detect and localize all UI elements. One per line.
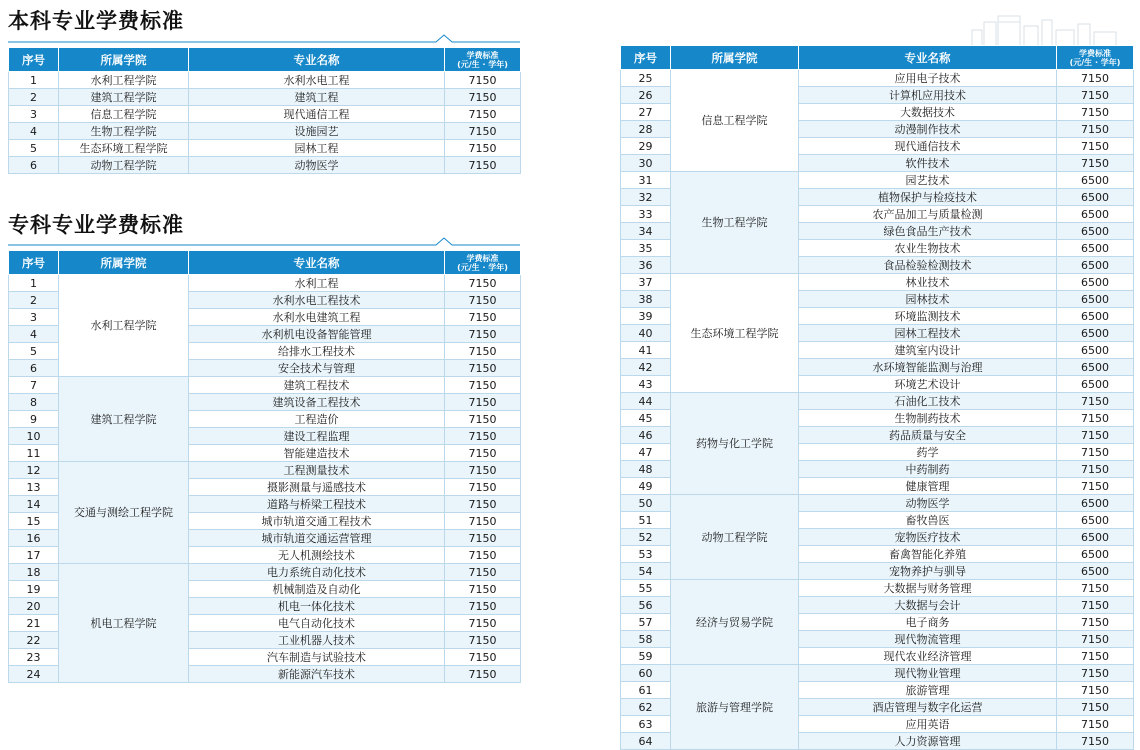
cell-no: 14 bbox=[9, 496, 59, 513]
cell-major: 大数据技术 bbox=[799, 104, 1057, 121]
cell-major: 农产品加工与质量检测 bbox=[799, 206, 1057, 223]
cell-fee: 7150 bbox=[1057, 716, 1134, 733]
table-row bbox=[621, 495, 1134, 512]
cell-no: 2 bbox=[9, 292, 59, 309]
cell-fee: 7150 bbox=[445, 581, 521, 598]
cell-major: 园林技术 bbox=[799, 291, 1057, 308]
cell-no: 52 bbox=[621, 529, 671, 546]
cell-no: 33 bbox=[621, 206, 671, 223]
cell-no: 11 bbox=[9, 445, 59, 462]
header-major: 专业名称 bbox=[189, 48, 445, 72]
vocational-fee-table bbox=[8, 250, 521, 683]
cell-fee: 7150 bbox=[445, 106, 521, 123]
vocational-title-rule bbox=[8, 236, 520, 248]
cell-college-group: 动物工程学院 bbox=[671, 495, 799, 580]
cell-fee: 7150 bbox=[445, 445, 521, 462]
table-row bbox=[9, 89, 521, 106]
header-no: 序号 bbox=[9, 48, 59, 72]
cell-major: 电气自动化技术 bbox=[189, 615, 445, 632]
cell-fee: 7150 bbox=[1057, 478, 1134, 495]
cell-major: 无人机测绘技术 bbox=[189, 547, 445, 564]
header-fee-line2: (元/生 · 学年) bbox=[457, 59, 508, 69]
table-row bbox=[621, 70, 1134, 87]
cell-fee: 6500 bbox=[1057, 325, 1134, 342]
header-college: 所属学院 bbox=[59, 48, 189, 72]
cell-fee: 7150 bbox=[1057, 155, 1134, 172]
cell-major: 畜禽智能化养殖 bbox=[799, 546, 1057, 563]
table-row bbox=[9, 157, 521, 174]
cell-fee: 6500 bbox=[1057, 529, 1134, 546]
header-fee-line1: 学费标准 bbox=[1079, 48, 1111, 58]
cell-fee: 7150 bbox=[445, 530, 521, 547]
cell-no: 25 bbox=[621, 70, 671, 87]
cell-college: 水利工程学院 bbox=[59, 72, 189, 89]
cell-fee: 7150 bbox=[445, 666, 521, 683]
cell-fee: 6500 bbox=[1057, 223, 1134, 240]
table-row bbox=[621, 580, 1134, 597]
cell-fee: 6500 bbox=[1057, 291, 1134, 308]
cell-major: 人力资源管理 bbox=[799, 733, 1057, 750]
cell-fee: 7150 bbox=[445, 615, 521, 632]
table-row bbox=[9, 275, 521, 292]
cell-major: 现代农业经济管理 bbox=[799, 648, 1057, 665]
table-row bbox=[9, 462, 521, 479]
cell-no: 20 bbox=[9, 598, 59, 615]
cell-major: 建筑设备工程技术 bbox=[189, 394, 445, 411]
cell-no: 18 bbox=[9, 564, 59, 581]
cell-fee: 7150 bbox=[1057, 104, 1134, 121]
cell-fee: 6500 bbox=[1057, 172, 1134, 189]
cell-no: 60 bbox=[621, 665, 671, 682]
cell-major: 环境艺术设计 bbox=[799, 376, 1057, 393]
cell-no: 5 bbox=[9, 343, 59, 360]
cell-fee: 7150 bbox=[1057, 597, 1134, 614]
cell-college: 动物工程学院 bbox=[59, 157, 189, 174]
cell-fee: 7150 bbox=[445, 564, 521, 581]
cell-fee: 7150 bbox=[445, 462, 521, 479]
cell-fee: 7150 bbox=[1057, 70, 1134, 87]
cell-fee: 6500 bbox=[1057, 240, 1134, 257]
cell-no: 13 bbox=[9, 479, 59, 496]
cell-college: 信息工程学院 bbox=[59, 106, 189, 123]
cell-no: 57 bbox=[621, 614, 671, 631]
cell-major: 大数据与财务管理 bbox=[799, 580, 1057, 597]
cell-major: 智能建造技术 bbox=[189, 445, 445, 462]
cell-no: 21 bbox=[9, 615, 59, 632]
cell-no: 38 bbox=[621, 291, 671, 308]
table-row bbox=[621, 393, 1134, 410]
cell-major: 园林工程 bbox=[189, 140, 445, 157]
cell-no: 64 bbox=[621, 733, 671, 750]
header-fee-line1: 学费标准 bbox=[466, 50, 499, 60]
cell-fee: 7150 bbox=[445, 598, 521, 615]
header-college: 所属学院 bbox=[671, 46, 799, 70]
cell-no: 4 bbox=[9, 123, 59, 140]
cell-major: 建筑室内设计 bbox=[799, 342, 1057, 359]
cell-major: 中药制药 bbox=[799, 461, 1057, 478]
cell-fee: 7150 bbox=[445, 547, 521, 564]
cell-fee: 7150 bbox=[445, 632, 521, 649]
cell-college-group: 信息工程学院 bbox=[671, 70, 799, 172]
cell-fee: 7150 bbox=[445, 411, 521, 428]
cell-no: 6 bbox=[9, 157, 59, 174]
table-header-row bbox=[9, 48, 521, 72]
table-row bbox=[9, 123, 521, 140]
cell-fee: 7150 bbox=[445, 275, 521, 292]
cell-major: 绿色食品生产技术 bbox=[799, 223, 1057, 240]
cell-no: 1 bbox=[9, 72, 59, 89]
header-fee-line2: (元/生 · 学年) bbox=[457, 262, 508, 272]
cell-major: 水利水电工程 bbox=[189, 72, 445, 89]
cell-no: 17 bbox=[9, 547, 59, 564]
cell-major: 生物制药技术 bbox=[799, 410, 1057, 427]
cell-major: 现代物业管理 bbox=[799, 665, 1057, 682]
header-no: 序号 bbox=[621, 46, 671, 70]
cell-no: 19 bbox=[9, 581, 59, 598]
cell-fee: 7150 bbox=[1057, 614, 1134, 631]
cell-fee: 7150 bbox=[445, 394, 521, 411]
cell-college-group: 交通与测绘工程学院 bbox=[59, 462, 189, 564]
cell-major: 工业机器人技术 bbox=[189, 632, 445, 649]
table-header-row bbox=[9, 251, 521, 275]
cell-no: 59 bbox=[621, 648, 671, 665]
cell-major: 给排水工程技术 bbox=[189, 343, 445, 360]
cell-college-group: 旅游与管理学院 bbox=[671, 665, 799, 750]
cell-major: 建设工程监理 bbox=[189, 428, 445, 445]
header-college: 所属学院 bbox=[59, 251, 189, 275]
header-fee bbox=[1057, 46, 1134, 70]
cell-no: 34 bbox=[621, 223, 671, 240]
cell-no: 40 bbox=[621, 325, 671, 342]
cell-no: 35 bbox=[621, 240, 671, 257]
cell-major: 城市轨道交通运营管理 bbox=[189, 530, 445, 547]
cell-fee: 6500 bbox=[1057, 206, 1134, 223]
cell-college: 生物工程学院 bbox=[59, 123, 189, 140]
cell-major: 现代通信工程 bbox=[189, 106, 445, 123]
cell-fee: 7150 bbox=[1057, 648, 1134, 665]
cell-major: 水利机电设备智能管理 bbox=[189, 326, 445, 343]
cell-no: 23 bbox=[9, 649, 59, 666]
cell-major: 环境监测技术 bbox=[799, 308, 1057, 325]
cell-no: 39 bbox=[621, 308, 671, 325]
cell-major: 建筑工程技术 bbox=[189, 377, 445, 394]
header-fee bbox=[445, 48, 521, 72]
cell-major: 城市轨道交通工程技术 bbox=[189, 513, 445, 530]
cell-no: 12 bbox=[9, 462, 59, 479]
cell-fee: 7150 bbox=[445, 89, 521, 106]
cell-major: 畜牧兽医 bbox=[799, 512, 1057, 529]
cell-no: 5 bbox=[9, 140, 59, 157]
table-row bbox=[9, 377, 521, 394]
cell-major: 应用电子技术 bbox=[799, 70, 1057, 87]
cell-no: 31 bbox=[621, 172, 671, 189]
table-row bbox=[9, 72, 521, 89]
cell-major: 安全技术与管理 bbox=[189, 360, 445, 377]
header-fee-line2: (元/生 · 学年) bbox=[1069, 57, 1121, 67]
cell-major: 园艺技术 bbox=[799, 172, 1057, 189]
cell-fee: 7150 bbox=[445, 428, 521, 445]
cell-major: 摄影测量与遥感技术 bbox=[189, 479, 445, 496]
cell-no: 49 bbox=[621, 478, 671, 495]
cell-fee: 7150 bbox=[1057, 461, 1134, 478]
cell-no: 29 bbox=[621, 138, 671, 155]
cell-no: 28 bbox=[621, 121, 671, 138]
cell-fee: 7150 bbox=[1057, 665, 1134, 682]
cell-major: 工程造价 bbox=[189, 411, 445, 428]
cell-no: 1 bbox=[9, 275, 59, 292]
cell-major: 水利水电工程技术 bbox=[189, 292, 445, 309]
cell-no: 2 bbox=[9, 89, 59, 106]
cell-major: 软件技术 bbox=[799, 155, 1057, 172]
cell-college: 生态环境工程学院 bbox=[59, 140, 189, 157]
cell-fee: 7150 bbox=[445, 123, 521, 140]
cell-major: 现代通信技术 bbox=[799, 138, 1057, 155]
cell-no: 36 bbox=[621, 257, 671, 274]
cell-college-group: 水利工程学院 bbox=[59, 275, 189, 377]
cell-no: 41 bbox=[621, 342, 671, 359]
cell-fee: 7150 bbox=[1057, 121, 1134, 138]
cell-fee: 7150 bbox=[445, 377, 521, 394]
cell-college-group: 建筑工程学院 bbox=[59, 377, 189, 462]
cell-no: 32 bbox=[621, 189, 671, 206]
city-skyline-icon bbox=[968, 12, 1123, 46]
table-row bbox=[9, 140, 521, 157]
cell-no: 61 bbox=[621, 682, 671, 699]
cell-no: 10 bbox=[9, 428, 59, 445]
cell-no: 9 bbox=[9, 411, 59, 428]
cell-fee: 7150 bbox=[1057, 138, 1134, 155]
cell-fee: 7150 bbox=[1057, 631, 1134, 648]
cell-fee: 7150 bbox=[445, 292, 521, 309]
table-row bbox=[9, 564, 521, 581]
header-fee-line1: 学费标准 bbox=[466, 253, 499, 263]
cell-no: 24 bbox=[9, 666, 59, 683]
cell-major: 园林工程技术 bbox=[799, 325, 1057, 342]
cell-no: 50 bbox=[621, 495, 671, 512]
cell-no: 54 bbox=[621, 563, 671, 580]
cell-fee: 6500 bbox=[1057, 376, 1134, 393]
cell-fee: 7150 bbox=[445, 513, 521, 530]
cell-major: 汽车制造与试验技术 bbox=[189, 649, 445, 666]
cell-major: 计算机应用技术 bbox=[799, 87, 1057, 104]
cell-no: 6 bbox=[9, 360, 59, 377]
cell-major: 农业生物技术 bbox=[799, 240, 1057, 257]
cell-college: 建筑工程学院 bbox=[59, 89, 189, 106]
cell-no: 16 bbox=[9, 530, 59, 547]
cell-fee: 7150 bbox=[1057, 733, 1134, 750]
cell-major: 旅游管理 bbox=[799, 682, 1057, 699]
cell-major: 机电一体化技术 bbox=[189, 598, 445, 615]
cell-no: 3 bbox=[9, 309, 59, 326]
cell-fee: 6500 bbox=[1057, 308, 1134, 325]
cell-fee: 7150 bbox=[1057, 410, 1134, 427]
cell-fee: 6500 bbox=[1057, 274, 1134, 291]
cell-major: 水利工程 bbox=[189, 275, 445, 292]
cell-fee: 7150 bbox=[445, 360, 521, 377]
cell-fee: 7150 bbox=[445, 140, 521, 157]
header-no: 序号 bbox=[9, 251, 59, 275]
cell-no: 8 bbox=[9, 394, 59, 411]
cell-major: 酒店管理与数字化运营 bbox=[799, 699, 1057, 716]
cell-major: 水环境智能监测与治理 bbox=[799, 359, 1057, 376]
cell-college-group: 经济与贸易学院 bbox=[671, 580, 799, 665]
cell-major: 现代物流管理 bbox=[799, 631, 1057, 648]
cell-no: 7 bbox=[9, 377, 59, 394]
cell-fee: 7150 bbox=[445, 496, 521, 513]
cell-major: 工程测量技术 bbox=[189, 462, 445, 479]
cell-no: 58 bbox=[621, 631, 671, 648]
header-fee bbox=[445, 251, 521, 275]
cell-no: 37 bbox=[621, 274, 671, 291]
cell-fee: 6500 bbox=[1057, 359, 1134, 376]
undergrad-title-rule bbox=[8, 33, 520, 45]
cell-no: 48 bbox=[621, 461, 671, 478]
cell-no: 3 bbox=[9, 106, 59, 123]
undergrad-fee-table bbox=[8, 47, 521, 174]
table-row bbox=[621, 274, 1134, 291]
cell-no: 47 bbox=[621, 444, 671, 461]
cell-fee: 7150 bbox=[1057, 427, 1134, 444]
cell-fee: 7150 bbox=[445, 649, 521, 666]
cell-major: 建筑工程 bbox=[189, 89, 445, 106]
cell-no: 44 bbox=[621, 393, 671, 410]
cell-no: 56 bbox=[621, 597, 671, 614]
table-row bbox=[621, 665, 1134, 682]
cell-no: 51 bbox=[621, 512, 671, 529]
cell-major: 道路与桥梁工程技术 bbox=[189, 496, 445, 513]
cell-fee: 7150 bbox=[445, 479, 521, 496]
cell-fee: 7150 bbox=[1057, 580, 1134, 597]
cell-fee: 6500 bbox=[1057, 512, 1134, 529]
cell-fee: 6500 bbox=[1057, 257, 1134, 274]
cell-major: 电力系统自动化技术 bbox=[189, 564, 445, 581]
vocational-fee-table-continued bbox=[620, 45, 1134, 750]
cell-fee: 7150 bbox=[445, 326, 521, 343]
undergrad-title: 本科专业学费标准 bbox=[8, 9, 184, 33]
cell-fee: 7150 bbox=[445, 309, 521, 326]
cell-major: 电子商务 bbox=[799, 614, 1057, 631]
cell-major: 动物医学 bbox=[799, 495, 1057, 512]
cell-major: 新能源汽车技术 bbox=[189, 666, 445, 683]
cell-major: 动物医学 bbox=[189, 157, 445, 174]
cell-no: 63 bbox=[621, 716, 671, 733]
cell-no: 55 bbox=[621, 580, 671, 597]
cell-fee: 7150 bbox=[445, 72, 521, 89]
cell-no: 26 bbox=[621, 87, 671, 104]
header-major: 专业名称 bbox=[189, 251, 445, 275]
cell-no: 22 bbox=[9, 632, 59, 649]
cell-college-group: 生物工程学院 bbox=[671, 172, 799, 274]
cell-no: 30 bbox=[621, 155, 671, 172]
cell-major: 药品质量与安全 bbox=[799, 427, 1057, 444]
cell-major: 食品检验检测技术 bbox=[799, 257, 1057, 274]
vocational-title: 专科专业学费标准 bbox=[8, 213, 184, 237]
table-row bbox=[621, 172, 1134, 189]
cell-college-group: 药物与化工学院 bbox=[671, 393, 799, 495]
cell-fee: 6500 bbox=[1057, 563, 1134, 580]
cell-fee: 7150 bbox=[1057, 699, 1134, 716]
cell-no: 46 bbox=[621, 427, 671, 444]
cell-fee: 7150 bbox=[445, 157, 521, 174]
cell-fee: 6500 bbox=[1057, 546, 1134, 563]
cell-major: 石油化工技术 bbox=[799, 393, 1057, 410]
cell-major: 宠物医疗技术 bbox=[799, 529, 1057, 546]
cell-fee: 7150 bbox=[1057, 444, 1134, 461]
cell-fee: 7150 bbox=[1057, 87, 1134, 104]
table-header-row bbox=[621, 46, 1134, 70]
cell-major: 水利水电建筑工程 bbox=[189, 309, 445, 326]
cell-major: 动漫制作技术 bbox=[799, 121, 1057, 138]
cell-fee: 6500 bbox=[1057, 189, 1134, 206]
cell-no: 27 bbox=[621, 104, 671, 121]
cell-fee: 7150 bbox=[445, 343, 521, 360]
cell-no: 53 bbox=[621, 546, 671, 563]
cell-no: 62 bbox=[621, 699, 671, 716]
cell-fee: 7150 bbox=[1057, 682, 1134, 699]
cell-fee: 7150 bbox=[1057, 393, 1134, 410]
cell-major: 植物保护与检疫技术 bbox=[799, 189, 1057, 206]
cell-major: 应用英语 bbox=[799, 716, 1057, 733]
cell-no: 15 bbox=[9, 513, 59, 530]
cell-major: 机械制造及自动化 bbox=[189, 581, 445, 598]
cell-major: 设施园艺 bbox=[189, 123, 445, 140]
cell-no: 42 bbox=[621, 359, 671, 376]
cell-major: 药学 bbox=[799, 444, 1057, 461]
cell-major: 宠物养护与驯导 bbox=[799, 563, 1057, 580]
cell-college-group: 机电工程学院 bbox=[59, 564, 189, 683]
table-row bbox=[9, 106, 521, 123]
cell-no: 4 bbox=[9, 326, 59, 343]
cell-no: 45 bbox=[621, 410, 671, 427]
cell-major: 健康管理 bbox=[799, 478, 1057, 495]
cell-fee: 6500 bbox=[1057, 342, 1134, 359]
cell-fee: 6500 bbox=[1057, 495, 1134, 512]
cell-college-group: 生态环境工程学院 bbox=[671, 274, 799, 393]
header-major: 专业名称 bbox=[799, 46, 1057, 70]
cell-major: 林业技术 bbox=[799, 274, 1057, 291]
cell-no: 43 bbox=[621, 376, 671, 393]
cell-major: 大数据与会计 bbox=[799, 597, 1057, 614]
